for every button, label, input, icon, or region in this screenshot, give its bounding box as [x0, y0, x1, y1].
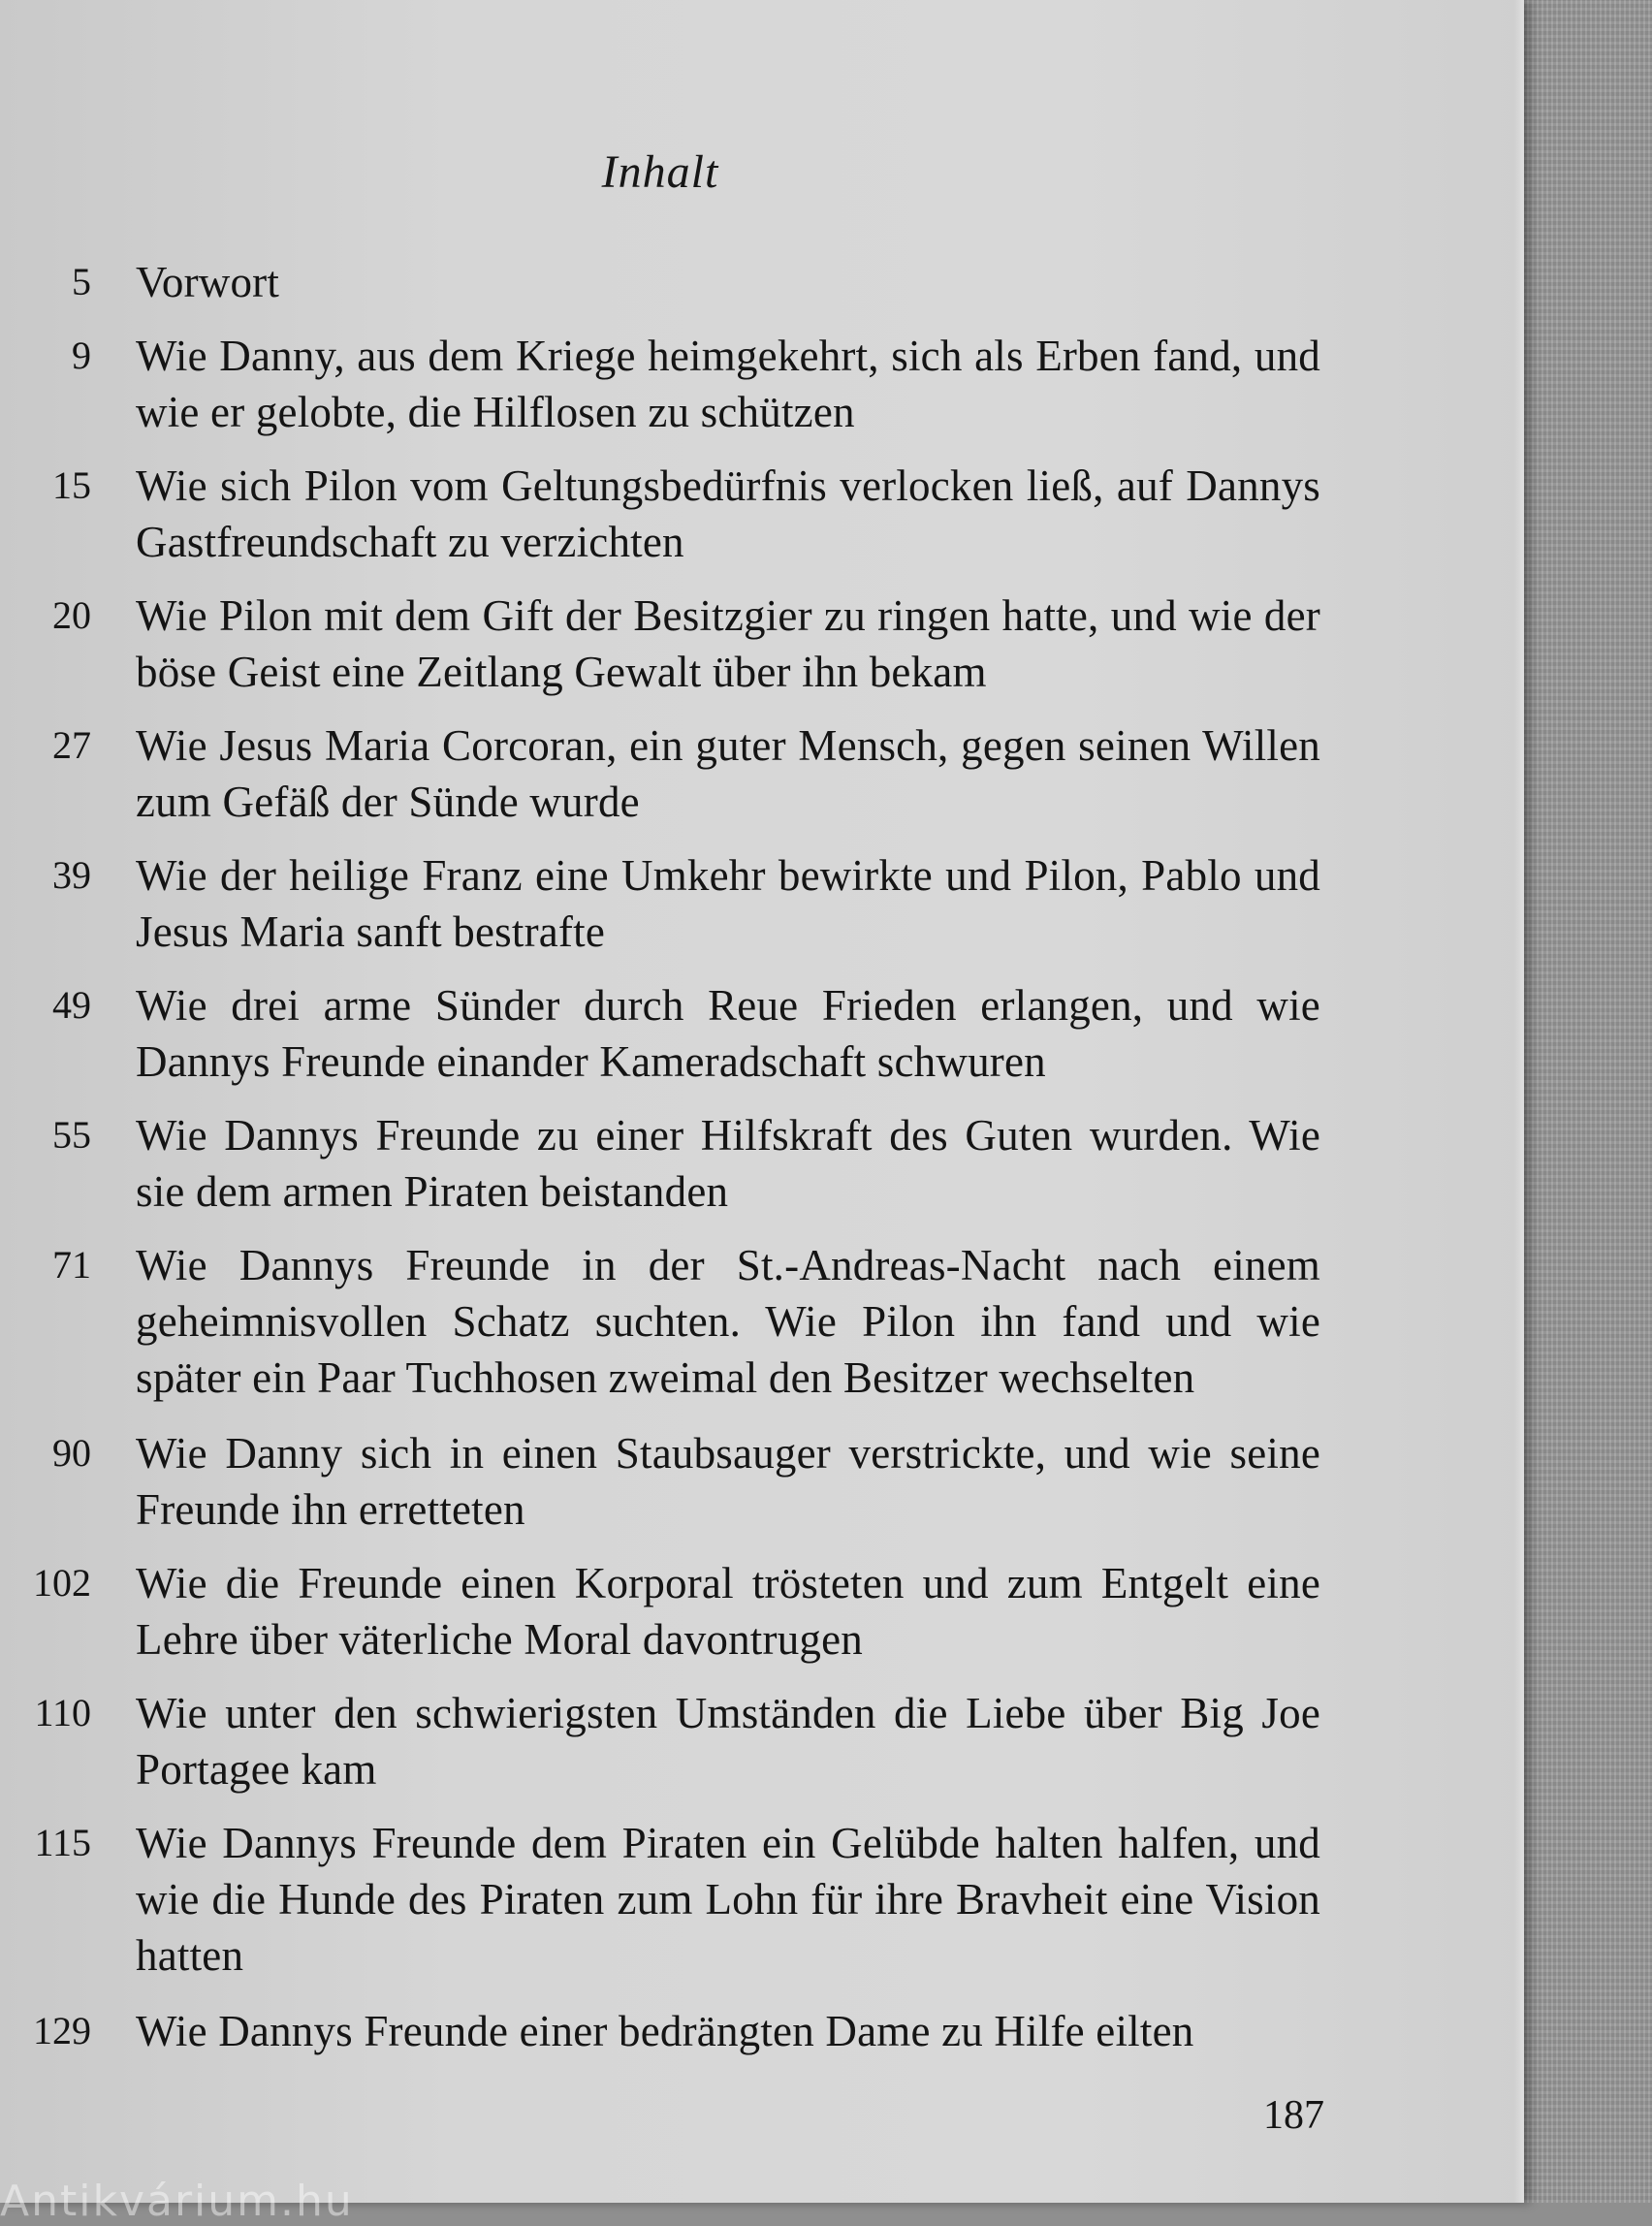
toc-page-number: 5	[72, 260, 91, 303]
toc-chapter-title: Wie die Freunde einen Korporal trösteten und zum Entgelt eine Lehre über väterliche Moral davontrugen	[136, 1559, 1320, 1664]
toc-chapter-title: Wie der heilige Franz eine Umkehr bewirkte und Pilon, Pablo und Jesus Maria sanft bestrafte	[136, 851, 1320, 956]
page-folio-number: 187	[1263, 2093, 1324, 2138]
toc-page-number: 15	[52, 463, 91, 507]
toc-chapter-title: Wie Dannys Freunde dem Piraten ein Gelübde halten halfen, und wie die Hunde des Piraten zum Lohn für ihre Bravheit eine Vision hatten	[136, 1819, 1320, 1980]
toc-page-number: 110	[34, 1691, 91, 1734]
toc-page-number: 102	[33, 1561, 91, 1605]
toc-page-number: 49	[52, 983, 91, 1027]
toc-page-number: 71	[52, 1243, 91, 1287]
toc-page-number: 9	[72, 334, 91, 377]
toc-chapter-title: Wie Pilon mit dem Gift der Besitzgier zu ringen hatte, und wie der böse Geist eine Zeitlang Gewalt über ihn bekam	[136, 591, 1320, 696]
toc-page-number: 39	[52, 853, 91, 897]
toc-chapter-title: Wie Dannys Freunde einer bedrängten Dame zu Hilfe eilten	[136, 2007, 1194, 2055]
toc-chapter-title: Wie Dannys Freunde zu einer Hilfskraft des Guten wurden. Wie sie dem armen Piraten beistanden	[136, 1111, 1320, 1216]
toc-page-number: 55	[52, 1113, 91, 1157]
toc-chapter-title: Vorwort	[136, 258, 280, 306]
toc-chapter-title: Wie sich Pilon vom Geltungsbedürfnis verlocken ließ, auf Dannys Gastfreundschaft zu verzichten	[136, 461, 1320, 566]
toc-page-number: 90	[52, 1431, 91, 1475]
toc-page-number: 20	[52, 593, 91, 637]
toc-chapter-title: Wie Danny sich in einen Staubsauger verstrickte, und wie seine Freunde ihn erretteten	[136, 1429, 1320, 1534]
toc-chapter-title: Wie Danny, aus dem Kriege heimgekehrt, sich als Erben fand, und wie er gelobte, die Hilflosen zu schützen	[136, 332, 1320, 436]
toc-chapter-title: Wie drei arme Sünder durch Reue Frieden erlangen, und wie Dannys Freunde einander Kameradschaft schwuren	[136, 981, 1320, 1086]
toc-chapter-title: Wie Dannys Freunde in der St.-Andreas-Nacht nach einem geheimnisvollen Schatz suchten. Wie Pilon ihn fand und wie später ein Paar Tuchhosen zweimal den Besitzer wechselten	[136, 1241, 1320, 1402]
toc-chapter-title: Wie unter den schwierigsten Umständen die Liebe über Big Joe Portagee kam	[136, 1689, 1320, 1794]
toc-page-number: 115	[34, 1821, 91, 1864]
watermark: Antikvárium.hu	[0, 2177, 354, 2226]
toc-chapter-title: Wie Jesus Maria Corcoran, ein guter Mensch, gegen seinen Willen zum Gefäß der Sünde wurde	[136, 721, 1320, 826]
toc-page-number: 27	[52, 723, 91, 767]
toc-page-number: 129	[33, 2009, 91, 2052]
page-title: Inhalt	[601, 146, 719, 198]
